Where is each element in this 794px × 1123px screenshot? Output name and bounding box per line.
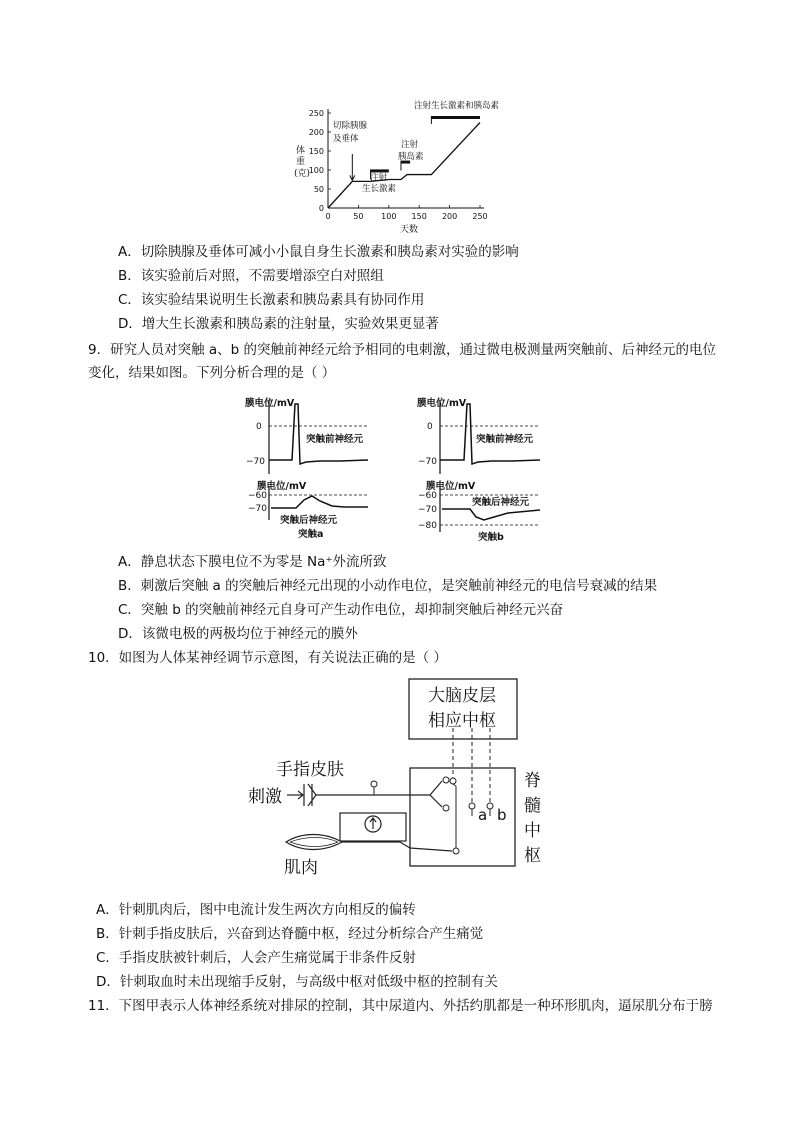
annotation-insulin-2: 胰岛素	[398, 152, 424, 162]
annotation-remove-glands-1: 切除胰腺	[333, 121, 368, 131]
x-tick-label: 200	[441, 212, 458, 221]
annotation-both: 注射生长激素和胰岛素	[414, 101, 500, 111]
y-tick-label: 250	[308, 109, 324, 118]
tick-70-a: −70	[246, 457, 265, 467]
annotation-gh-2: 生长激素	[362, 184, 397, 194]
q9-stem-line2: 变化，结果如图。下列分析合理的是（ ）	[88, 365, 336, 381]
membrane-label-b-post: 膜电位/mV	[426, 481, 476, 492]
tick-70-a-post: −70	[248, 504, 267, 514]
post-trace-a	[271, 496, 368, 508]
spinal-label-3: 中	[524, 821, 541, 841]
q9-stem-line1: 9．研究人员对突触 a、b 的突触前神经元给予相同的电刺激，通过微电极测量两突触前、后神经元的电位	[88, 342, 717, 358]
y-axis-label-2: 重	[296, 157, 306, 167]
q10-option-c: C．手指皮肤被针刺后，人会产生痛觉属于非条件反射	[96, 950, 416, 966]
reflex-arc-diagram	[246, 676, 556, 882]
q10-stem: 10．如图为人体某神经调节示意图，有关说法正确的是（ ）	[88, 650, 447, 666]
bar-gh	[371, 169, 389, 172]
receptor-icon	[304, 784, 316, 806]
pre-label-a: 突触前神经元	[306, 434, 364, 445]
annotation-insulin-1: 注射	[401, 140, 419, 150]
synapse-b-pre-panel	[417, 397, 540, 474]
skin-label: 手指皮肤	[276, 760, 344, 780]
q10-option-a: A．针刺肌肉后，图中电流计发生两次方向相反的偏转	[96, 902, 416, 918]
membrane-label-a-post: 膜电位/mV	[257, 481, 307, 492]
synapse-b-post-panel	[418, 480, 540, 543]
x-tick-label: 150	[411, 212, 427, 221]
q10-option-d: D．针刺取血时未出现缩手反射，与高级中枢对低级中枢的控制有关	[96, 974, 498, 990]
y-tick-label: 0	[318, 204, 324, 213]
x-tick-label: 50	[353, 212, 364, 221]
tick-60-a: −60	[248, 491, 267, 501]
q8-option-d: D．增大生长激素和胰岛素的注射量，实验效果更显著	[118, 316, 439, 332]
x-tick-label: 250	[472, 212, 488, 221]
y-tick-label: 50	[313, 185, 324, 194]
spinal-label-4: 枢	[524, 846, 541, 866]
label-a: a	[478, 806, 488, 824]
y-tick-label: 150	[308, 147, 324, 156]
tick-70-b: −70	[418, 457, 437, 467]
synapse-a-label: 突触a	[298, 529, 324, 540]
tick-70-b-post: −70	[418, 505, 437, 515]
muscle-icon	[286, 835, 342, 850]
stimulus-label: 刺激	[248, 787, 282, 807]
annotation-gh-1: 注射	[370, 173, 388, 183]
y-tick-label: 200	[308, 128, 324, 137]
q8-option-a: A．切除胰腺及垂体可减小小鼠自身生长激素和胰岛素对实验的影响	[118, 244, 519, 260]
muscle-label: 肌肉	[284, 858, 318, 878]
tick-0-b: 0	[427, 422, 433, 432]
q9-option-c: C．突触 b 的突触前神经元自身可产生动作电位，却抑制突触后神经元兴奋	[118, 602, 564, 618]
q8-option-c: C．该实验结果说明生长激素和胰岛素具有协同作用	[118, 292, 425, 308]
y-tick-label: 100	[308, 166, 324, 175]
membrane-label-b-pre: 膜电位/mV	[417, 398, 467, 409]
membrane-label-a-pre: 膜电位/mV	[245, 398, 295, 409]
post-label-b: 突触后神经元	[472, 497, 530, 508]
post-label-a: 突触后神经元	[280, 515, 338, 526]
synapse-a-post-panel	[248, 480, 368, 540]
y-axis-label-3: (克)	[294, 169, 311, 179]
q11-stem: 11．下图甲表示人体神经系统对排尿的控制，其中尿道内、外括约肌都是一种环形肌肉，逼尿肌分布于膀	[88, 998, 713, 1014]
x-tick-label: 0	[325, 212, 331, 221]
bar-both	[431, 116, 480, 119]
q9-option-b: B．刺激后突触 a 的突触后神经元出现的小动作电位，是突触前神经元的电信号衰减的结果	[118, 578, 658, 594]
x-axis-label: 天数	[400, 225, 419, 235]
y-axis-label-1: 体	[296, 146, 306, 156]
q8-option-b: B．该实验前后对照，不需要增添空白对照组	[118, 268, 384, 284]
label-b: b	[497, 806, 507, 824]
annotation-remove-glands-2: 及垂体	[333, 134, 359, 144]
synapse-b-label: 突触b	[478, 532, 504, 543]
spinal-label-1: 脊	[524, 771, 541, 791]
x-tick-label: 100	[381, 212, 397, 221]
pre-label-b: 突触前神经元	[476, 434, 534, 445]
post-trace-b	[442, 509, 540, 520]
synapse-a-pre-panel	[245, 397, 368, 474]
tick-80-b: −80	[418, 521, 437, 531]
cortex-label-2: 相应中枢	[428, 711, 496, 731]
synapse-potential-figure	[240, 392, 560, 544]
q10-option-b: B．针刺手指皮肤后，兴奋到达脊髓中枢，经过分析综合产生痛觉	[96, 926, 484, 942]
q9-option-d: D．该微电极的两极均位于神经元的膜外	[118, 626, 358, 642]
cortex-label-1: 大脑皮层	[428, 686, 496, 706]
tick-0-a: 0	[256, 422, 262, 432]
q9-option-a: A．静息状态下膜电位不为零是 Na⁺外流所致	[118, 554, 387, 570]
tick-60-b: −60	[418, 491, 437, 501]
spinal-label-2: 髓	[524, 796, 541, 816]
weight-chart	[290, 96, 500, 236]
